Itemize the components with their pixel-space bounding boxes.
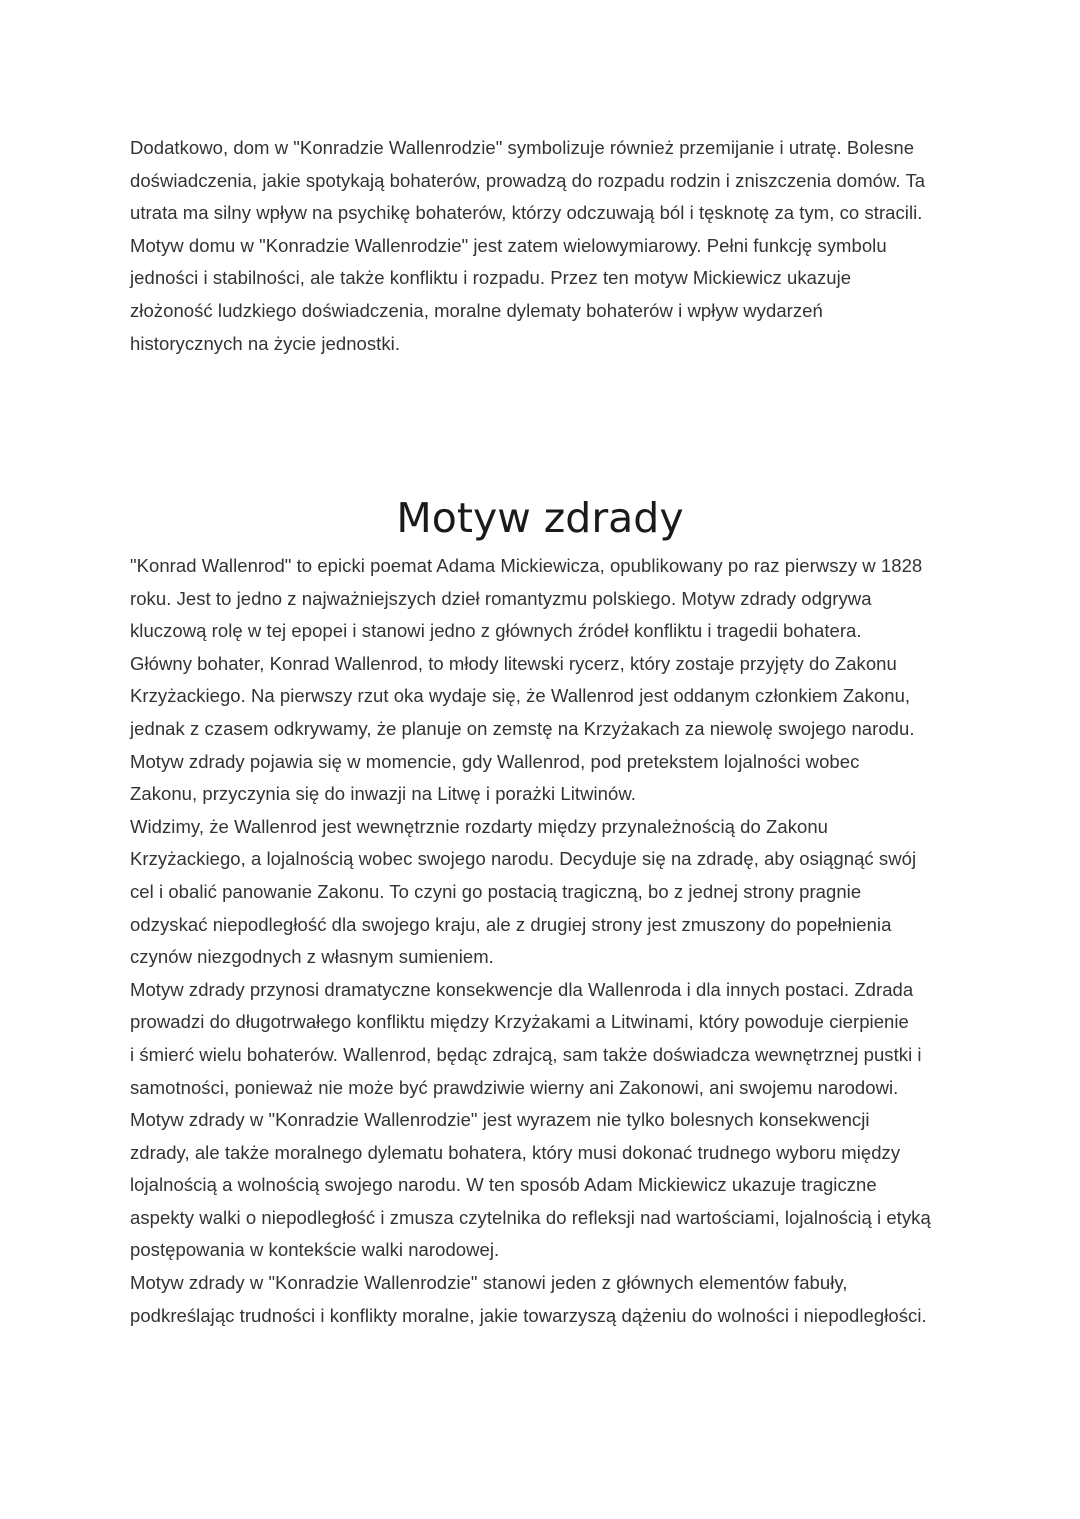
text-line: kluczową rolę w tej epopei i stanowi jedno z głównych źródeł konfliktu i tragedii bohatera. <box>130 620 862 642</box>
text-line: "Konrad Wallenrod" to epicki poemat Adama Mickiewicza, opublikowany po raz pierwszy w 1828 <box>130 555 923 576</box>
section-body <box>130 550 960 1332</box>
text-line: Motyw domu w "Konradzie Wallenrodzie" jest zatem wielowymiarowy. Pełni funkcję symbolu <box>130 234 887 256</box>
text-line: jedności i stabilności, ale także konfliktu i rozpadu. Przez ten motyw Mickiewicz ukazuje <box>130 267 852 289</box>
text-line: cel i obalić panowanie Zakonu. To czyni go postacią tragiczną, bo z jednej strony pragnie <box>130 880 862 902</box>
text-line: historycznych na życie jednostki. <box>130 332 401 354</box>
text-line: podkreślając trudności i konflikty moralne, jakie towarzyszą dążeniu do wolności i niepodległości. <box>130 1304 927 1326</box>
text-line: zdrady, ale także moralnego dylematu bohatera, który musi dokonać trudnego wyboru między <box>130 1141 901 1163</box>
section-title: Motyw zdrady <box>396 494 684 542</box>
text-line: Widzimy, że Wallenrod jest wewnętrznie rozdarty między przynależnością do Zakonu <box>130 815 829 837</box>
text-line: prowadzi do długotrwałego konfliktu między Krzyżakami a Litwinami, który powoduje cierpienie <box>130 1011 909 1033</box>
text-line: złożoność ludzkiego doświadczenia, moralne dylematy bohaterów i wpływ wydarzeń <box>130 299 823 321</box>
text-line: Motyw zdrady przynosi dramatyczne konsekwencje dla Wallenroda i dla innych postaci. Zdrada <box>130 978 914 1000</box>
text-line: utrata ma silny wpływ na psychikę bohaterów, którzy odczuwają ból i tęsknotę za tym, co stracili. <box>130 202 923 224</box>
text-line: i śmierć wielu bohaterów. Wallenrod, będąc zdrajcą, sam także doświadcza wewnętrznej pustki i <box>130 1043 922 1065</box>
text-line: Krzyżackiego, a lojalnością wobec swojego narodu. Decyduje się na zdradę, aby osiągnąć swój <box>130 848 917 870</box>
text-line: jednak z czasem odkrywamy, że planuje on zemstę na Krzyżakach za niewolę swojego narodu. <box>130 717 915 739</box>
text-line: odzyskać niepodległość dla swojego kraju, ale z drugiej strony jest zmuszony do popełnienia <box>130 913 892 935</box>
text-line: aspekty walki o niepodległość i zmusza czytelnika do refleksji nad wartościami, lojalnością i etyką <box>130 1206 931 1228</box>
text-line: czynów niezgodnych z własnym sumieniem. <box>130 946 494 968</box>
text-line: doświadczenia, jakie spotykają bohaterów, prowadzą do rozpadu rodzin i zniszczenia domów. Ta <box>130 169 926 191</box>
text-line: samotności, ponieważ nie może być prawdziwie wierny ani Zakonowi, ani swojemu narodowi. <box>130 1076 899 1098</box>
text-line: Zakonu, przyczynia się do inwazji na Litwę i porażki Litwinów. <box>130 783 636 805</box>
text-line: Krzyżackiego. Na pierwszy rzut oka wydaje się, że Wallenrod jest oddanym członkiem Zakonu, <box>130 685 911 707</box>
text-line: postępowania w kontekście walki narodowej. <box>130 1239 500 1261</box>
text-line: lojalnością a wolnością swojego narodu. W ten sposób Adam Mickiewicz ukazuje tragiczne <box>130 1174 877 1196</box>
text-line: Motyw zdrady w "Konradzie Wallenrodzie" jest wyrazem nie tylko bolesnych konsekwencji <box>130 1109 870 1131</box>
text-line: Główny bohater, Konrad Wallenrod, to młody litewski rycerz, który zostaje przyjęty do Zakonu <box>130 652 897 674</box>
text-line: roku. Jest to jedno z najważniejszych dzieł romantyzmu polskiego. Motyw zdrady odgrywa <box>130 587 872 609</box>
text-line: Motyw zdrady w "Konradzie Wallenrodzie" stanowi jeden z głównych elementów fabuły, <box>130 1272 848 1294</box>
intro-paragraph <box>130 132 960 360</box>
text-line: Motyw zdrady pojawia się w momencie, gdy Wallenrod, pod pretekstem lojalności wobec <box>130 750 860 772</box>
text-line: Dodatkowo, dom w "Konradzie Wallenrodzie" symbolizuje również przemijanie i utratę. Bolesne <box>130 137 915 158</box>
